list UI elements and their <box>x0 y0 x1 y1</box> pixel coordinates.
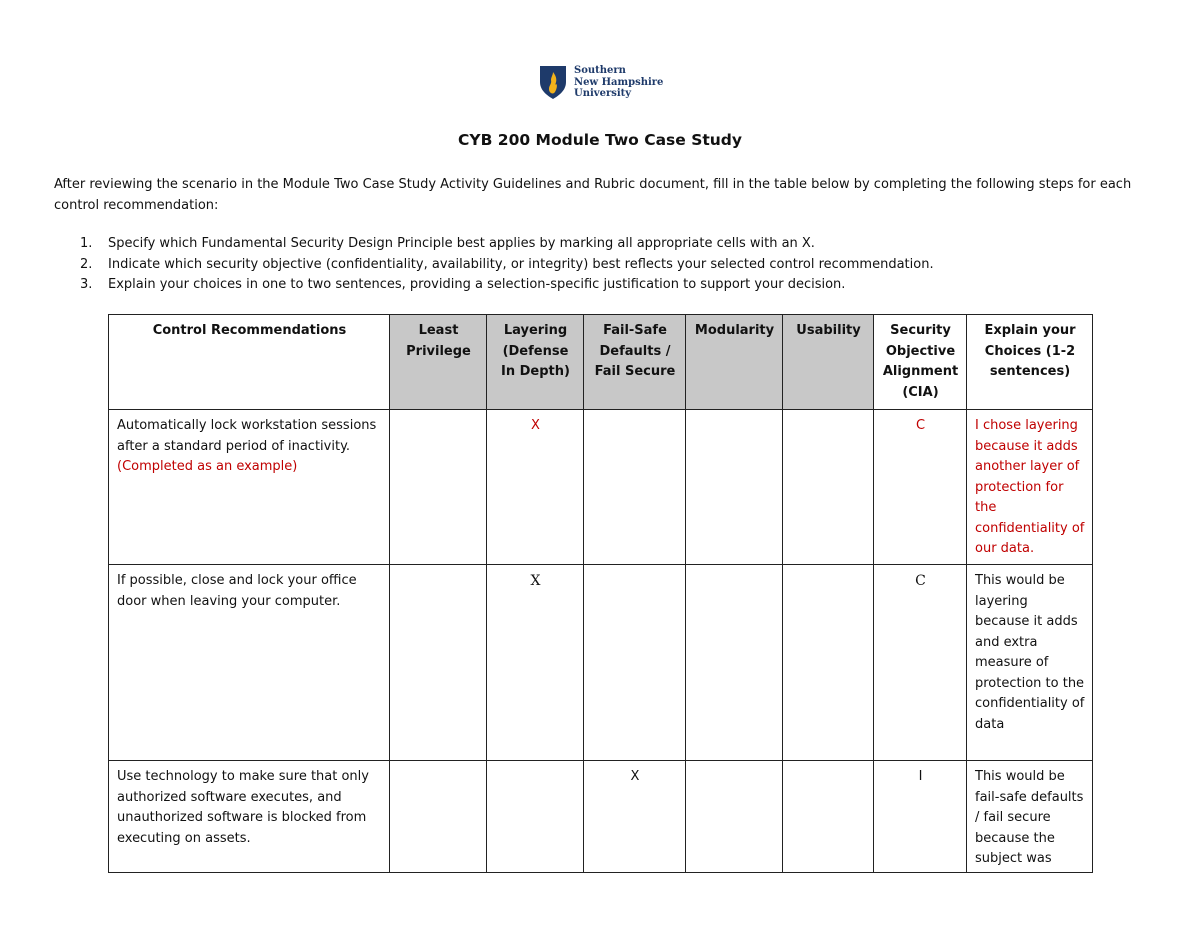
header-least-privilege: Least Privilege <box>390 315 487 410</box>
layering-cell: X <box>487 565 584 761</box>
logo-line-1: Southern <box>574 65 626 76</box>
layering-cell <box>487 761 584 873</box>
header-control-recommendations: Control Recommendations <box>109 315 390 410</box>
header-layering: Layering (Defense In Depth) <box>487 315 584 410</box>
page-title: CYB 200 Module Two Case Study <box>458 131 742 149</box>
table-row <box>109 761 1093 873</box>
university-logo <box>538 64 678 104</box>
header-modularity: Modularity <box>686 315 783 410</box>
usability-cell <box>783 410 874 565</box>
header-fail-safe: Fail-Safe Defaults / Fail Secure <box>584 315 686 410</box>
least-privilege-cell <box>390 565 487 761</box>
list-item: 3. Explain your choices in one to two sentences, providing a selection-specific justification to support your decision. <box>80 277 846 292</box>
header-explain: Explain your Choices (1-2 sentences) <box>967 315 1093 410</box>
controls-table <box>108 314 1093 873</box>
example-note: (Completed as an example) <box>117 459 298 474</box>
intro-paragraph: After reviewing the scenario in the Module Two Case Study Activity Guidelines and Rubric document, fill in the table below by completing the following steps for each control recommendation: <box>54 177 1132 213</box>
header-usability: Usability <box>783 315 874 410</box>
fail-safe-cell <box>584 410 686 565</box>
explain-cell: This would be fail-safe defaults / fail secure because the subject was <box>967 761 1093 873</box>
cia-cell: C <box>874 410 967 565</box>
modularity-cell <box>686 565 783 761</box>
steps-list <box>80 234 934 296</box>
control-cell: Use technology to make sure that only authorized software executes, and unauthorized software is blocked from executing on assets. <box>109 761 390 873</box>
cia-cell: C <box>874 565 967 761</box>
shield-flame-icon <box>538 64 568 100</box>
modularity-cell <box>686 761 783 873</box>
fail-safe-cell: X <box>584 761 686 873</box>
cia-cell: I <box>874 761 967 873</box>
list-item: 2. Indicate which security objective (confidentiality, availability, or integrity) best reflects your selected control recommendation. <box>80 256 934 272</box>
least-privilege-cell <box>390 410 487 565</box>
table-row <box>109 565 1093 761</box>
table-header-row <box>109 315 1093 410</box>
layering-cell: X <box>487 410 584 565</box>
modularity-cell <box>686 410 783 565</box>
usability-cell <box>783 761 874 873</box>
list-item: 1. Specify which Fundamental Security Design Principle best applies by marking all appropriate cells with an X. <box>80 236 815 251</box>
explain-cell: I chose layering because it adds another layer of protection for the confidentiality of our data. <box>967 410 1093 565</box>
explain-cell: This would be layering because it adds and extra measure of protection to the confidentiality of data <box>967 565 1093 761</box>
usability-cell <box>783 565 874 761</box>
control-cell: Automatically lock workstation sessions after a standard period of inactivity. (Completed as an example) <box>109 410 390 565</box>
control-cell: If possible, close and lock your office door when leaving your computer. <box>109 565 390 761</box>
header-cia: Security Objective Alignment (CIA) <box>874 315 967 410</box>
table-row <box>109 410 1093 565</box>
least-privilege-cell <box>390 761 487 873</box>
logo-line-2: New Hampshire <box>574 76 664 88</box>
logo-line-3: University <box>574 88 632 99</box>
fail-safe-cell <box>584 565 686 761</box>
